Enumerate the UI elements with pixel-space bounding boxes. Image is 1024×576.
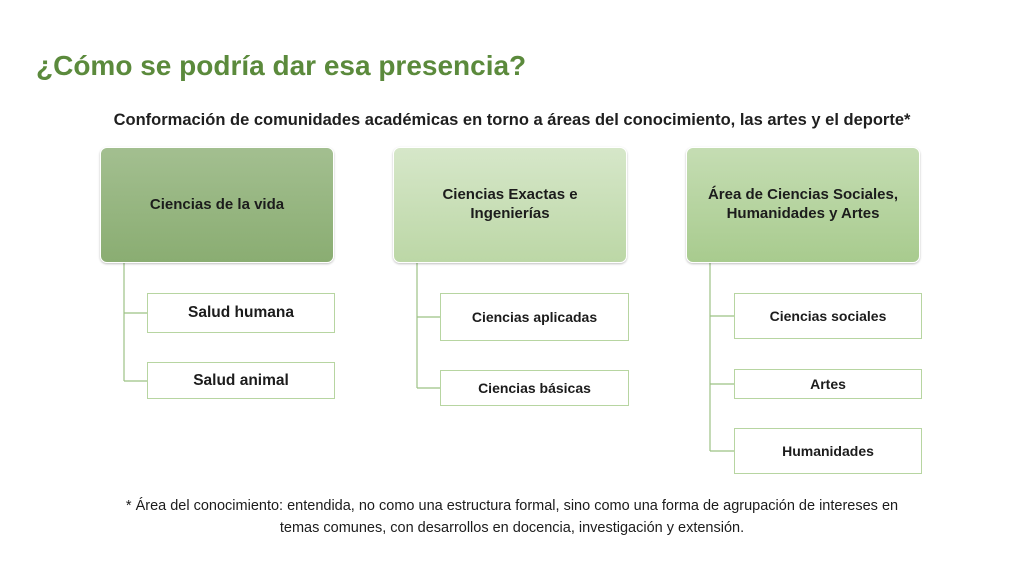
connector-area-2 (417, 263, 440, 388)
area-label: Ciencias Exactas e Ingenierías (442, 186, 578, 222)
child-box-humanidades (734, 428, 922, 474)
child-box-ciencias-sociales (734, 293, 922, 339)
child-box-ciencias-aplicadas (440, 293, 629, 341)
child-box-salud-humana (147, 293, 335, 333)
area-label: Área de Ciencias Sociales, Humanidades y Artes (707, 186, 899, 222)
area-box-ciencias-sociales-humanidades-artes (686, 147, 920, 263)
child-label: Salud animal (193, 371, 289, 389)
child-label: Ciencias sociales (769, 308, 887, 324)
connector-area-3 (710, 263, 734, 451)
area-label: Ciencias de la vida (149, 195, 285, 213)
area-box-ciencias-de-la-vida (100, 147, 334, 263)
area-box-ciencias-exactas (393, 147, 627, 263)
child-label: Ciencias aplicadas (471, 309, 598, 325)
footnote (0, 495, 1024, 539)
footnote-line-2: temas comunes, con desarrollos en docencia, investigación y extensión. (279, 520, 745, 536)
child-box-salud-animal (147, 362, 335, 399)
child-label: Humanidades (782, 443, 874, 459)
child-box-artes (734, 369, 922, 399)
slide-subtitle: Conformación de comunidades académicas en torno a áreas del conocimiento, las artes y el deporte* (113, 111, 911, 129)
connector-area-1 (124, 263, 147, 381)
slide-title: ¿Cómo se podría dar esa presencia? (36, 50, 527, 81)
child-label: Salud humana (188, 304, 294, 321)
child-label: Ciencias básicas (478, 380, 591, 396)
footnote-line-1: * Área del conocimiento: entendida, no como una estructura formal, sino como una forma de agrupación de intereses en (125, 498, 899, 514)
child-box-ciencias-basicas (440, 370, 629, 406)
child-label: Artes (810, 376, 846, 392)
